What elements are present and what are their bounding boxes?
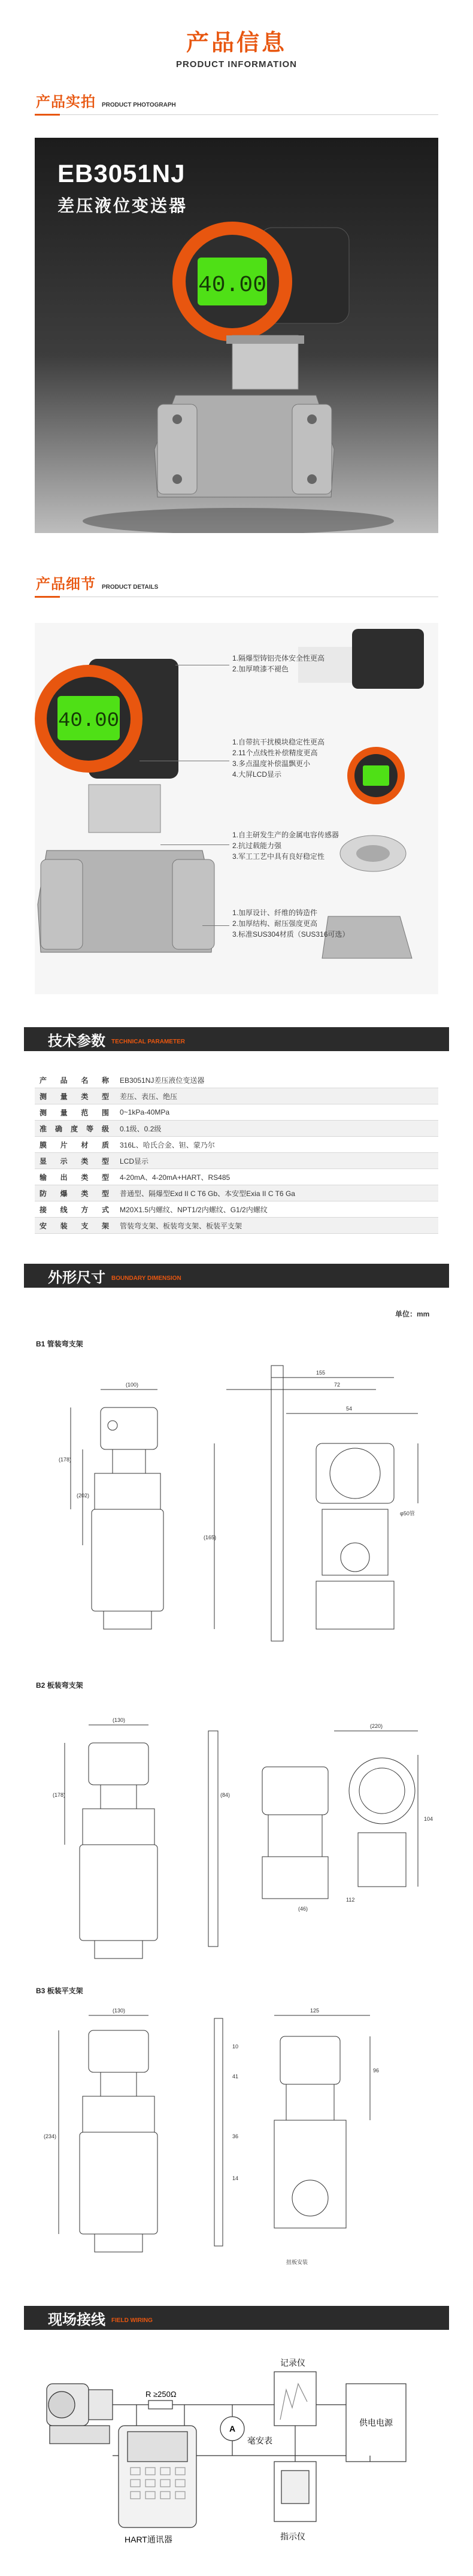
table-row: 显示类型 LCD显示 (35, 1153, 438, 1169)
dim-label: 36 (232, 2133, 239, 2139)
dim-label: 14 (232, 2175, 239, 2181)
resistor-label: R ≥250Ω (145, 2390, 177, 2399)
dim-label: (234) (44, 2133, 57, 2139)
dim-label: (46) (298, 1906, 308, 1912)
wiring-section-header: 现场接线 FIELD WIRING (24, 2306, 449, 2330)
page-subtitle: PRODUCT INFORMATION (175, 59, 298, 69)
callout-leader (202, 925, 229, 926)
detail-callout-sensor: 1.自主研发生产的金属电容传感器 2.抗过载能力强 3.军工工艺中具有良好稳定性 (232, 831, 339, 861)
table-row: 测量类型 差压、表压、绝压 (35, 1088, 438, 1104)
unit-label: 单位：mm (395, 1310, 430, 1318)
details-panel (35, 623, 438, 994)
dim-label: (178) (53, 1792, 66, 1798)
detail-callout-electronics: 1.自带抗干扰模块稳定性更高 2.11个点线性补偿精度更高 3.多点温度补偿温飘更小 4.大屏LCD显示 (232, 738, 325, 779)
photo-section-title: 产品实拍 PRODUCT PHOTOGRAPH (36, 94, 176, 110)
table-row: 输出类型 4-20mA、4-20mA+HART、RS485 (35, 1169, 438, 1185)
product-photo (35, 138, 438, 533)
b2-label: B2 板装弯支架 (36, 1681, 83, 1690)
dim-label: 54 (346, 1406, 353, 1412)
dim-label: 41 (232, 2073, 239, 2079)
b3-label: B3 板装平支架 (36, 1987, 83, 1995)
indicator-label: 指示仪 (280, 2532, 305, 2541)
product-model: EB3051NJ (57, 159, 186, 187)
table-row: 接线方式 M20X1.5内螺纹、NPT1/2内螺纹、G1/2内螺纹 (35, 1201, 438, 1218)
detail-callout-housing: 1.隔爆型铸铝壳体安全性更高 2.加厚喷漆不褪色 (232, 654, 325, 673)
dim-label: 125 (310, 2008, 320, 2014)
ammeter-label: 毫安表 (247, 2436, 272, 2445)
power-label: 供电电源 (359, 2418, 393, 2427)
table-row: 准确度等级 0.1级、0.2级 (35, 1121, 438, 1137)
table-row: 膜片材质 316L、哈氏合金、钽、蒙乃尔 (35, 1137, 438, 1153)
dimension-section-header: 外形尺寸 BOUNDARY DIMENSION (24, 1264, 449, 1288)
recorder-label: 记录仪 (280, 2358, 305, 2368)
dim-label: 扭板安装 (286, 2259, 308, 2265)
callout-leader (160, 844, 229, 845)
table-row: 测量范围 0~1kPa-40MPa (35, 1104, 438, 1121)
details-section-title: 产品细节 PRODUCT DETAILS (36, 576, 159, 592)
dim-label: (178) (59, 1457, 72, 1463)
dim-label: (220) (370, 1723, 383, 1729)
section-accent (35, 596, 60, 598)
page-title: 产品信息 (186, 31, 287, 56)
dim-label: 155 (316, 1370, 326, 1376)
b1-label: B1 管装弯支架 (36, 1340, 83, 1348)
b2-drawing (35, 1695, 438, 1982)
page-header (0, 24, 473, 69)
section-accent (35, 114, 60, 116)
dim-label: (84) (220, 1792, 231, 1798)
spec-section-header: 技术参数 TECHNICAL PARAMETER (24, 1027, 449, 1051)
dim-label: 104 (424, 1816, 433, 1822)
detail-lcd-value: 40.00 (57, 710, 120, 732)
photo-lcd-value: 40.00 (198, 273, 267, 298)
table-row: 安装支架 管装弯支架、板装弯支架、板装平支架 (35, 1218, 438, 1234)
spec-table (35, 1072, 438, 1234)
b3-drawing (35, 2000, 438, 2300)
product-name: 差压液位变送器 (57, 196, 188, 215)
wiring-diagram (35, 2348, 438, 2569)
hart-label: HART通讯器 (125, 2535, 172, 2544)
detail-callout-flange: 1.加厚设计、纤维的铸造件 2.加厚结构、耐压强度更高 3.标准SUS304材质（SUS316可选） (232, 909, 350, 939)
dim-label: (130) (113, 2008, 126, 2014)
dim-label: (165) (204, 1534, 217, 1540)
dim-label: (130) (113, 1717, 126, 1723)
dim-label: (100) (126, 1382, 139, 1388)
b1-drawing (35, 1354, 438, 1665)
table-row: 产品名称 EB3051NJ差压液位变送器 (35, 1072, 438, 1088)
dim-label: 96 (373, 2068, 380, 2073)
table-row: 防爆类型 普通型、隔爆型Exd II C T6 Gb、本安型Exia II C T6 Ga (35, 1185, 438, 1201)
dim-label: (202) (77, 1493, 90, 1499)
section-divider (60, 114, 438, 115)
dim-label: φ50管 (400, 1511, 415, 1516)
dim-label: 112 (346, 1897, 355, 1903)
dim-label: 72 (334, 1382, 341, 1388)
ammeter-symbol: A (229, 2424, 236, 2433)
transmitter-photo (35, 138, 438, 533)
dim-label: 10 (232, 2044, 239, 2050)
